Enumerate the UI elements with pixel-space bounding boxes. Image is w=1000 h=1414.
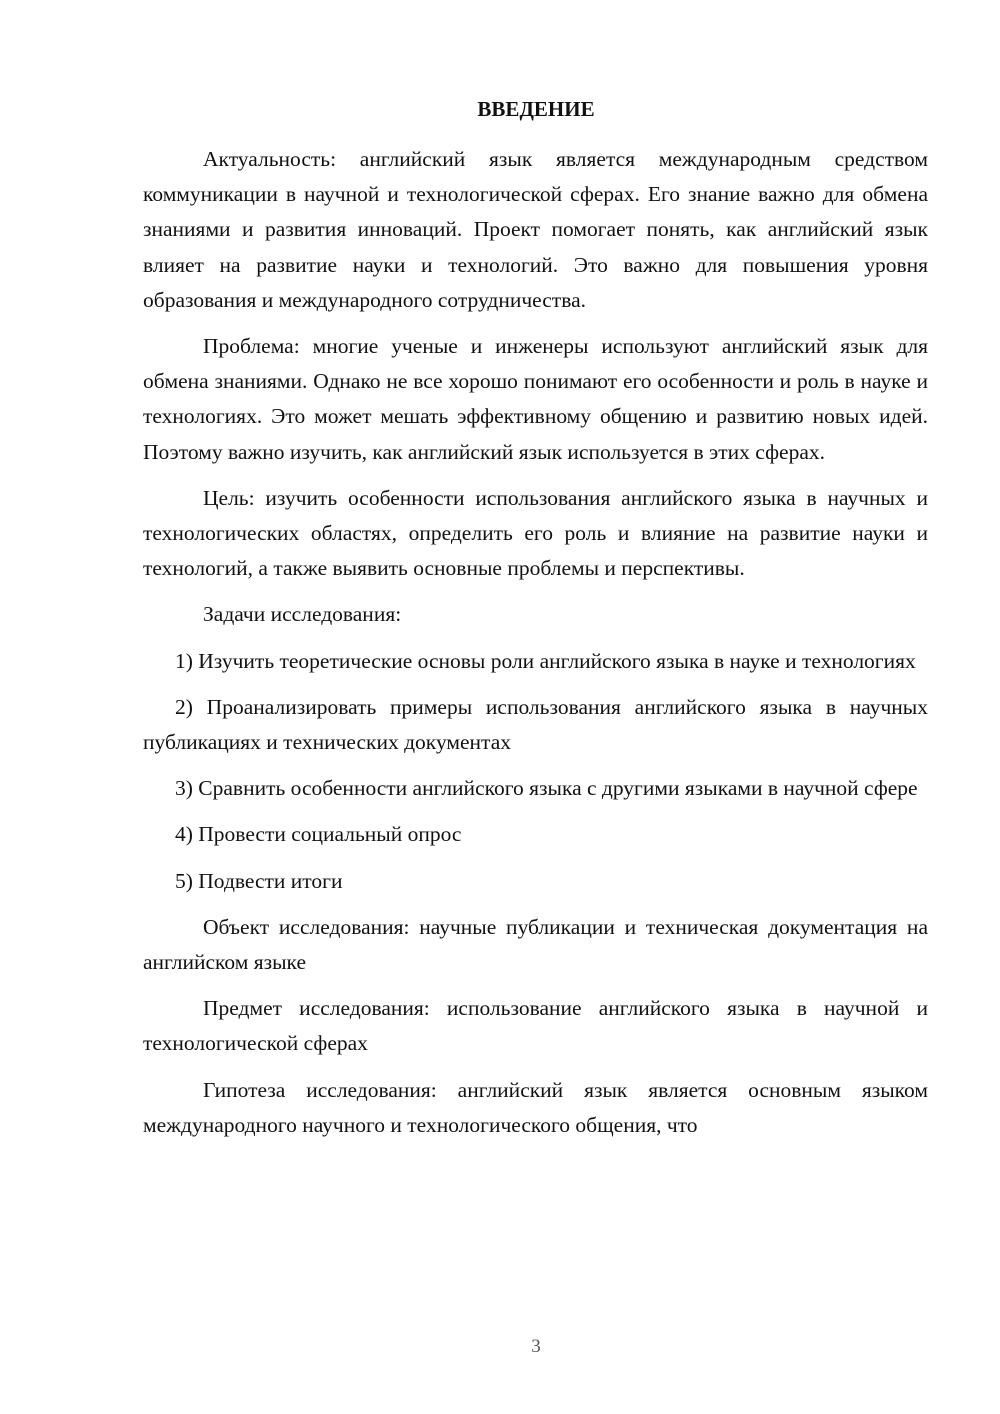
body-text <box>143 142 928 1154</box>
task-item-5: 5) Подвести итоги <box>175 868 343 893</box>
paragraph-tasks-heading: Задачи исследования: <box>203 602 402 627</box>
task-item-3: 3) Сравнить особенности английского языка с другими языками в научной сфере <box>175 776 918 801</box>
paragraph-problem: Проблема: многие ученые и инженеры используют английский язык для обмена знаниями. Однако не все хорошо понимают его особенности и роль в науке и технологиях. Это может мешать эффективному общению и развитию новых идей. Поэтому важно изучить, как английский язык используется в этих сферах. <box>143 334 928 464</box>
paragraph-goal: Цель: изучить особенности использования английского языка в научных и технологических областях, определить его роль и влияние на развитие науки и технологий, а также выявить основные проблемы и перспективы. <box>143 485 928 581</box>
paragraph-subject: Предмет исследования: использование английского языка в научной и технологической сферах <box>143 996 928 1056</box>
section-title: ВВЕДЕНИЕ <box>477 97 595 121</box>
paragraph-hypothesis: Гипотеза исследования: английский язык является основным языком международного научного и технологического общения, что <box>143 1077 928 1137</box>
paragraph-relevance: Актуальность: английский язык является международным средством коммуникации в научной и технологической сферах. Его знание важно для обмена знаниями и развития инноваций. Проект помогает понять, как английский язык влияет на развитие науки и технологий. Это важно для повышения уровня образования и международного сотрудничества. <box>143 147 928 312</box>
task-item-4: 4) Провести социальный опрос <box>175 822 462 847</box>
task-item-1: 1) Изучить теоретические основы роли английского языка в науке и технологиях <box>175 648 916 673</box>
task-item-2: 2) Проанализировать примеры использования английского языка в научных публикациях и технических документах <box>143 694 928 755</box>
page-number: 3 <box>531 1336 541 1357</box>
paragraph-object: Объект исследования: научные публикации и техническая документация на английском языке <box>143 914 928 975</box>
